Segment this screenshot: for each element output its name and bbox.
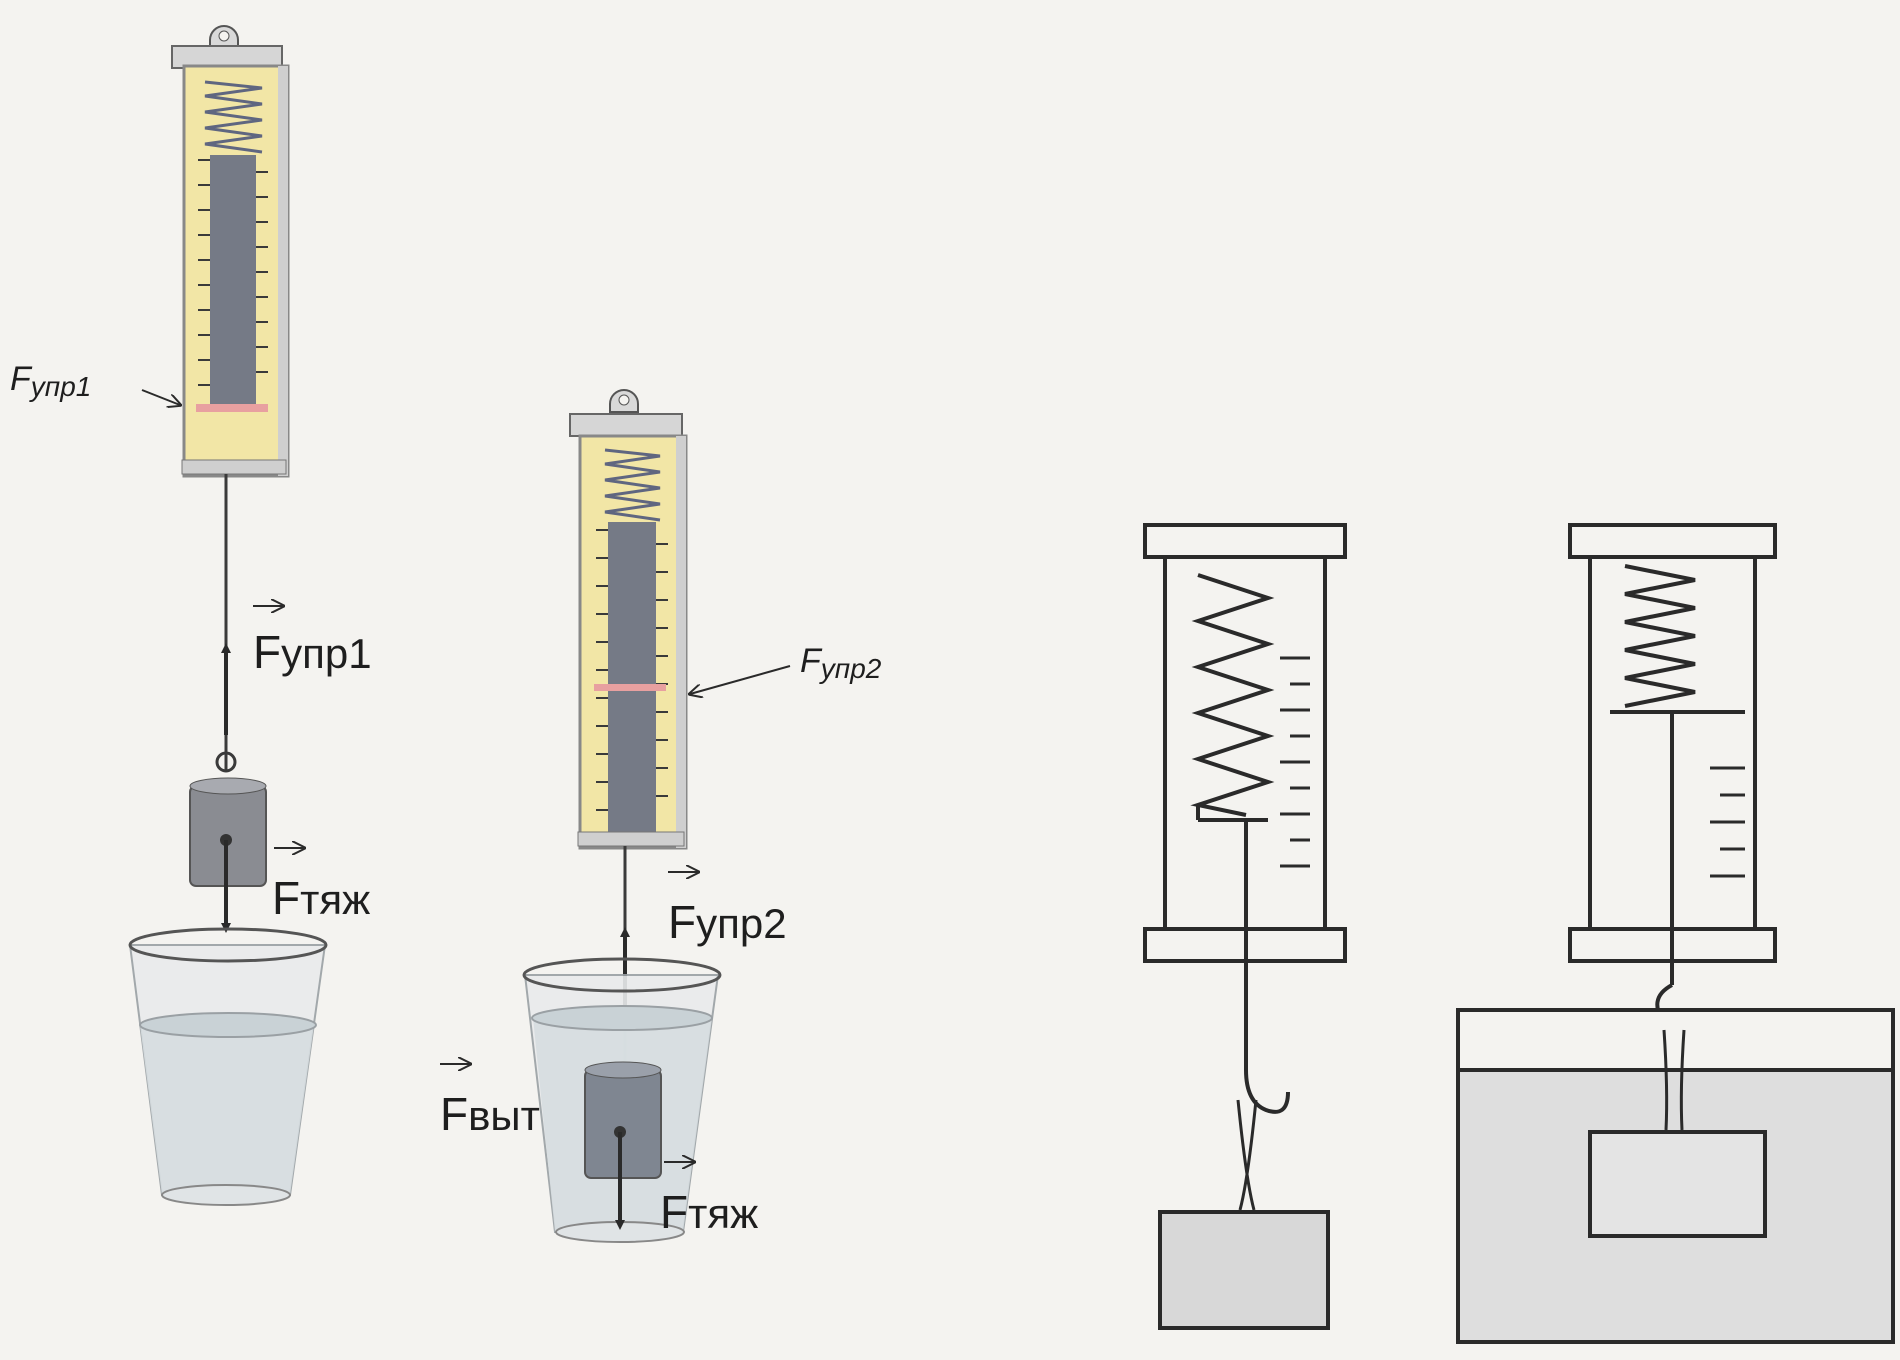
vector-tyazh-1-label	[272, 848, 370, 924]
weight-2	[585, 1062, 661, 1178]
vector-upr1-label	[253, 606, 372, 678]
beaker-1	[130, 929, 326, 1205]
svg-text:Fупр2: Fупр2	[800, 642, 882, 684]
svg-text:Fвыт: Fвыт	[440, 1088, 540, 1140]
svg-text:Fтяж: Fтяж	[660, 1186, 759, 1238]
schematic-dynamometer-air	[1145, 525, 1345, 1210]
svg-text:Fупр2: Fупр2	[668, 896, 787, 948]
annotation-upr2	[690, 642, 882, 694]
dynamometer-1	[172, 26, 288, 476]
annotation-pointer	[690, 666, 790, 694]
schematic-spring-water	[1625, 566, 1695, 706]
vector-upr2-label	[668, 872, 787, 948]
annotation-upr1	[10, 360, 180, 405]
schematic-weight-water	[1590, 1132, 1765, 1236]
svg-text:Fупр1: Fупр1	[253, 626, 372, 678]
annotation-pointer	[142, 390, 180, 405]
svg-text:Fупр1: Fупр1	[10, 360, 92, 402]
dynamometer-2	[570, 390, 686, 848]
schematic-weight-air	[1160, 1212, 1328, 1328]
schematic-spring-air	[1198, 575, 1268, 815]
vector-vyt-label	[440, 1064, 540, 1140]
schematic-dynamometer-water	[1570, 525, 1775, 1031]
svg-text:Fтяж: Fтяж	[272, 872, 371, 924]
